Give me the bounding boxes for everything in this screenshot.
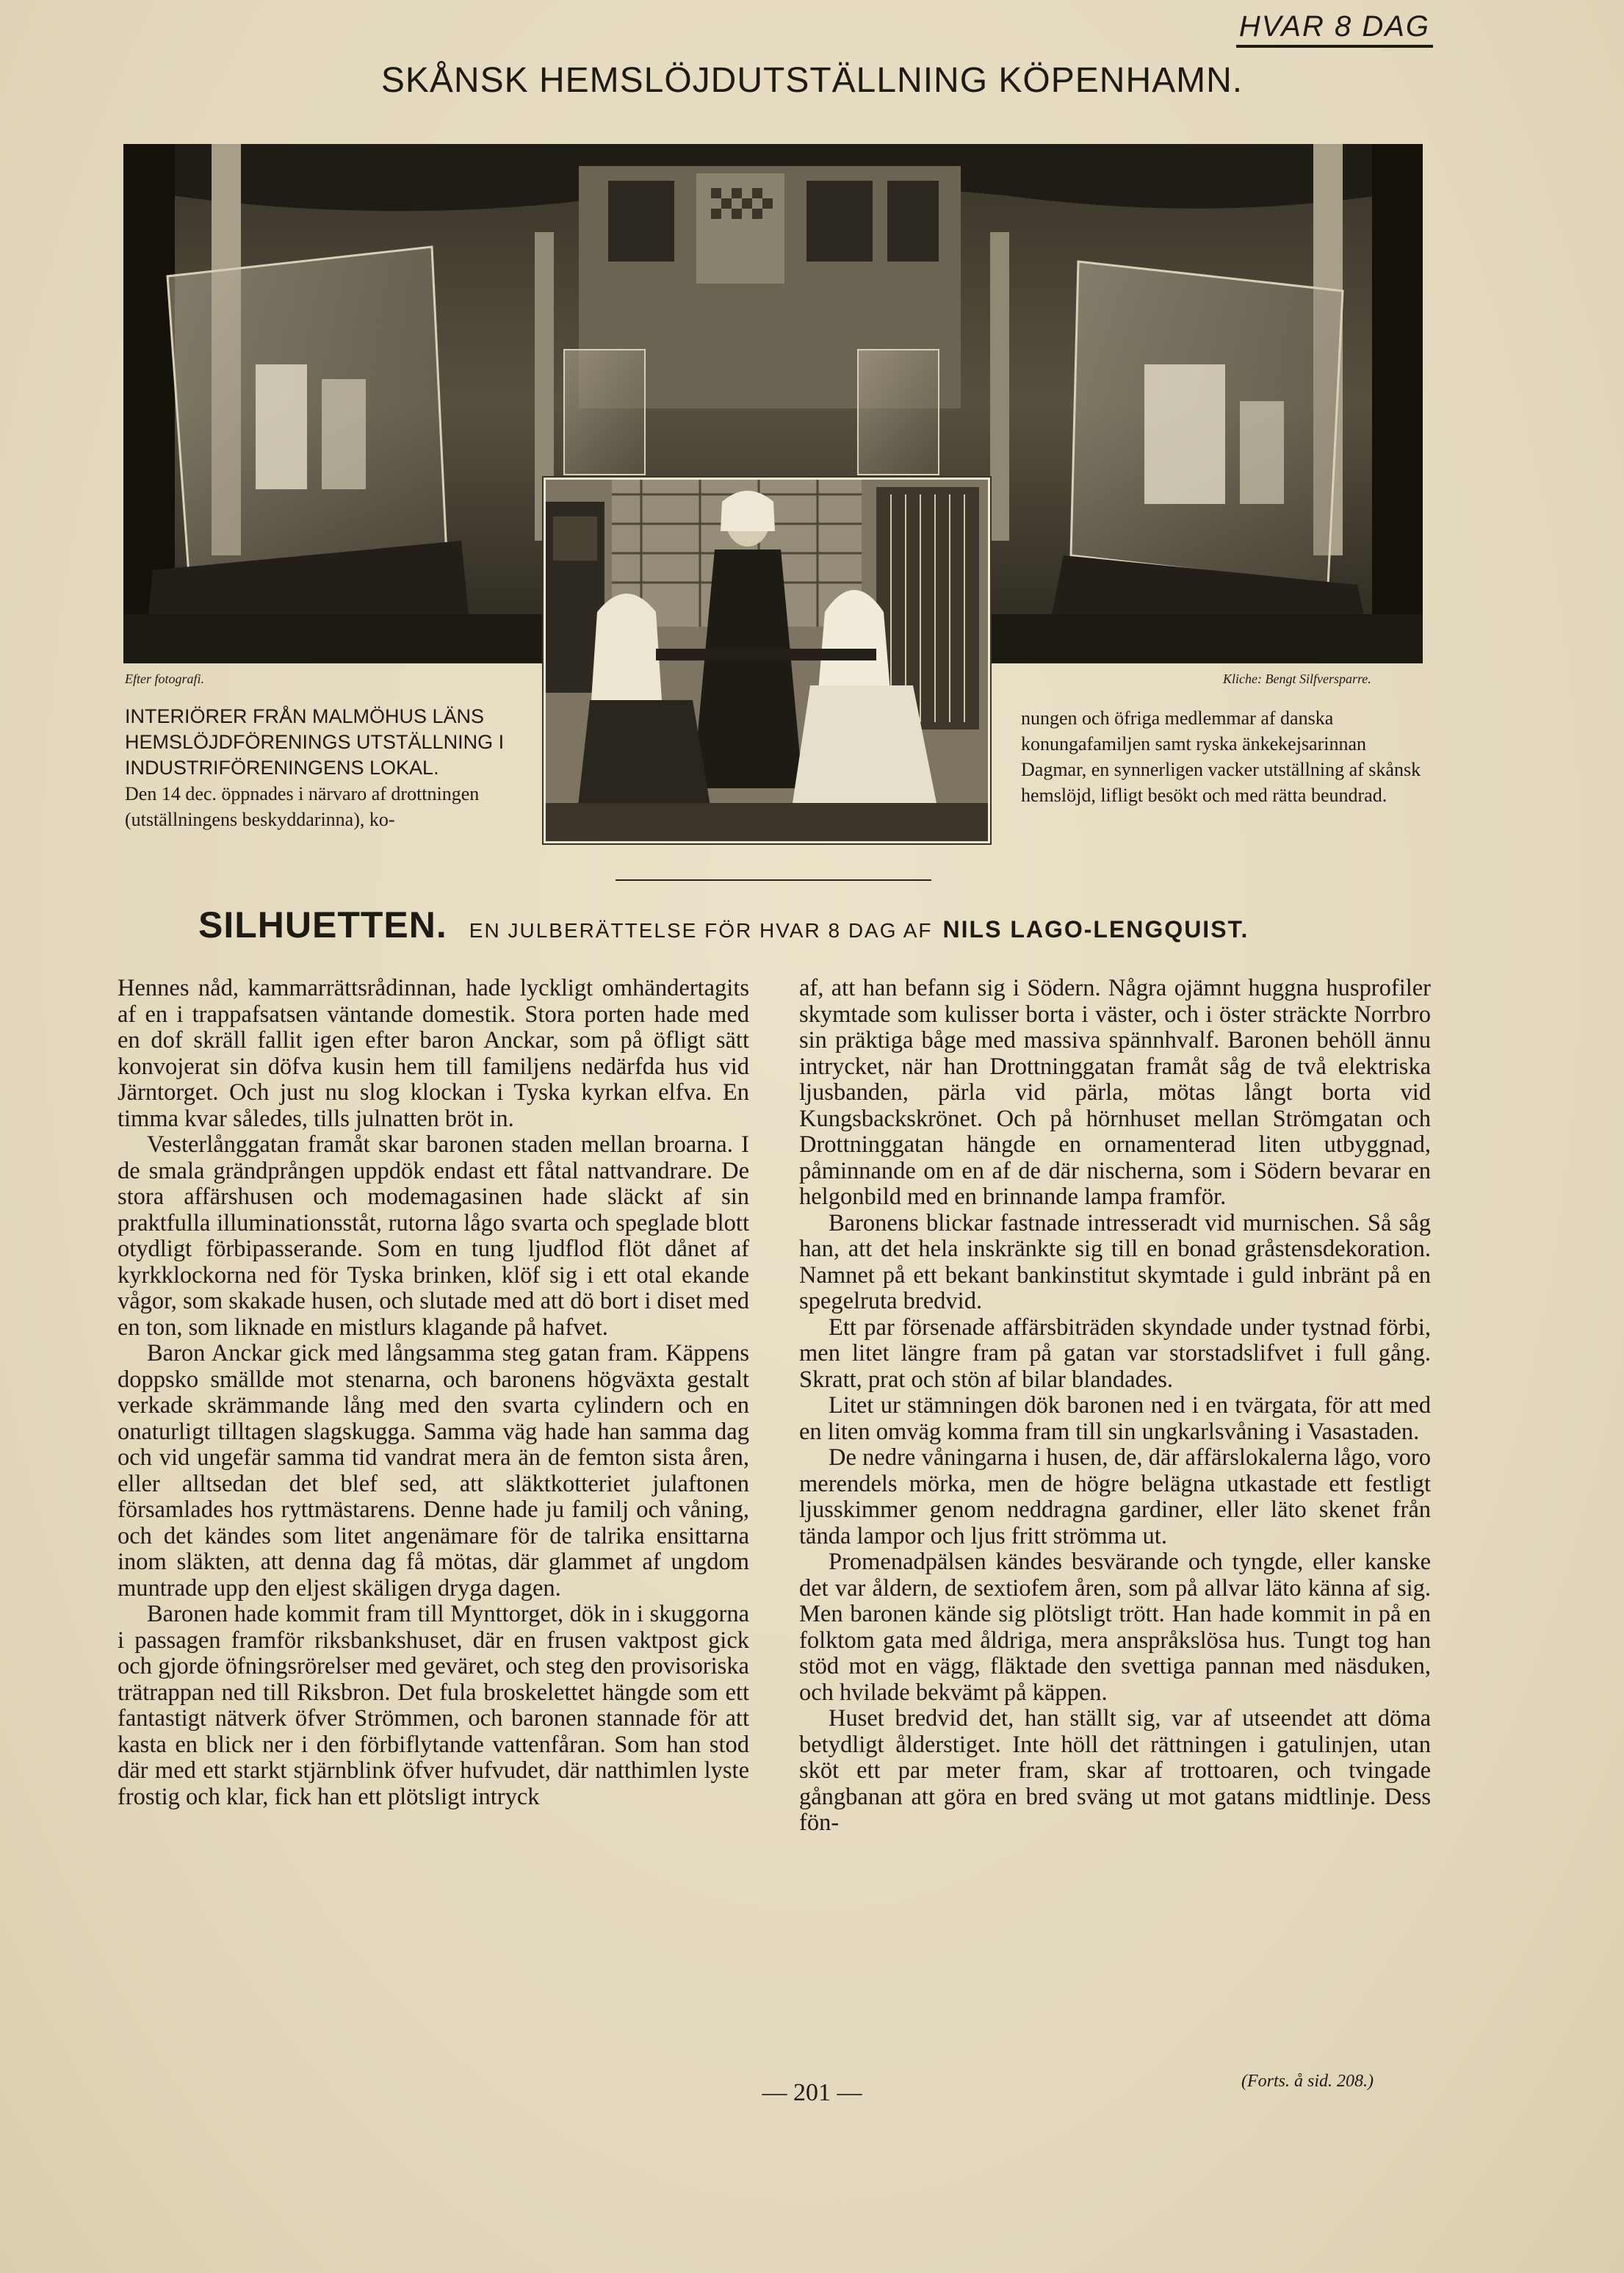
- paragraph: Huset bredvid det, han ställt sig, var af utseendet att döma betydligt ålderstiget. Inte höll det rättningen i gatulinjen, utan sköt ett par meter fram, skar af trottoaren, och tvingade gångbanan att göra en bred sväng ut mot gatans midtlinje. Dess fön-: [799, 1705, 1431, 1836]
- caption-text-left: Den 14 dec. öppnades i närvaro af drottningen (utställningens beskyddarinna), ko-: [125, 783, 480, 830]
- caption-heading: INTERIÖRER FRÅN MALMÖHUS LÄNS HEMSLÖJDFÖRENINGS UTSTÄLLNING I INDUSTRIFÖRENINGENS LOKAL.: [125, 705, 505, 779]
- section-divider: [616, 879, 931, 881]
- story-heading: [198, 904, 1249, 946]
- paragraph: Vesterlånggatan framåt skar baronen staden mellan broarna. I de smala grändprången uppdök endast ett fåtal nattvandrare. De stora affärshusen och modemagasinen hade släckt af sin praktfulla illuminationsståt, rutorna lågo svarta och speglade blott otydligt förbipasserande. Som en tung ljudflod flöt dånet af kyrkklockorna ned för Tyska brinken, klöf sig i ett otal ekande vågor, som skakade husen, och slutade med att dö bort i diset med en ton, som liknade en mistlurs klagande på hafvet.: [118, 1131, 749, 1341]
- page-number: — 201 —: [762, 2079, 862, 2106]
- continuation-note: (Forts. å sid. 208.): [1241, 2072, 1374, 2091]
- page-title: SKÅNSK HEMSLÖJDUTSTÄLLNING KÖPENHAMN.: [380, 61, 1244, 100]
- paragraph: Litet ur stämningen dök baronen ned i en tvärgata, för att med en liten omväg komma fram till sin ungkarlsvåning i Vasastaden.: [799, 1392, 1431, 1445]
- paragraph: De nedre våningarna i husen, de, där affärslokalerna lågo, voro merendels mörka, men de högre belägna utkastade ett festligt ljusskimmer genom neddragna gardiner, eller läto skenet från tända lampor och ljus fritt strömma ut.: [799, 1444, 1431, 1549]
- story-column-right: [799, 976, 1431, 1837]
- cliche-credit: Kliche: Bengt Silfversparre.: [1223, 671, 1371, 686]
- story-column-left: [118, 976, 749, 1810]
- paragraph: Baronen hade kommit fram till Mynttorget, dök in i skuggorna i passagen framför riksbankshuset, där en frusen vaktpost gick och gjorde öfningsrörelser med geväret, och steg den provisoriska trätrappan ned till Riksbron. Det fula broskelettet hängde som ett fantastigt nätverk öfver Strömmen, och baronen stannade för att kasta en blick ner i den förbiflytande vattenfåran. Som han stod där med ett starkt stjärnblink öfver hufvudet, där natthimlen lyste frostig och klar, fick han ett plötsligt intryck: [118, 1601, 749, 1810]
- paragraph: Baron Anckar gick med långsamma steg gatan fram. Käppens doppsko smällde mot stenarna, och baronens högväxta gestalt verkade skrämmande lång med den svarta cylindern och en onaturligt tilltagen slagskugga. Samma väg hade han samma dag och vid ungefär samma tid vandrat mera än de femton sista åren, eller alltsedan det blef sed, att släktkotteriet julaftonen församlades hos ryttmästarens. Denne hade ju familj och våning, och det kändes som litet angenämare för de talrika ensittarna inom släkten, att denna dag få mötas, där glammet af ungdom muntrade upp den eljest skäligen dryga dagen.: [118, 1340, 749, 1602]
- photo-caption-right: nungen och öfriga medlemmar af danska konungafamiljen samt ryska änkekejsarinnan Dagmar, en synnerligen vacker utställning af skånsk hemslöjd, lifligt besökt och med rätta beundrad.: [1021, 707, 1421, 806]
- paragraph: Baronens blickar fastnade intresseradt vid murnischen. Så såg han, att det hela inskränkte sig till en bonad gråstensdekoration. Namnet på ett bekant bankinstitut skymtade i guld inbränt på en spegelruta bredvid.: [799, 1209, 1431, 1314]
- story-title: SILHUETTEN.: [198, 904, 447, 945]
- paragraph: Promenadpälsen kändes besvärande och tyngde, eller kanske det var åldern, de sextiofem åren, som på allvar läto känna af sig. Men baronen kände sig plötsligt trött. Han hade kommit in på en folktom gata med åldriga, mera anspråkslösa hus. Tungt tog han stöd mot en vägg, fläktade den svettiga pannan med näsduken, och hvilade bekvämt på käppen.: [799, 1549, 1431, 1706]
- paragraph: Hennes nåd, kammarrättsrådinnan, hade lyckligt omhändertagits af en i trappafsatsen väntande domestik. Stora porten hade med en dof skräll fallit igen efter baron Anckar, som på öfligt sätt konvojerat sin döfva kusin hem till familjens nedärfda hus vid Järntorget. Och just nu slog klockan i Tyska kyrkan elfva. En timma kvar således, tills julnatten bröt in.: [118, 975, 749, 1132]
- paragraph: af, att han befann sig i Södern. Några ojämnt huggna husprofiler skymtade som kulisser borta i väster, och i öster sträckte Norrbro sin präktiga båge med massiva spännhvalf. Baronen behöll ännu intrycket, när han Drottninggatan framåt såg de två elektriska ljusbanden, pärla vid pärla, mötas långt borta vid Kungsbackskrönet. Och på hörnhuset mellan Strömgatan och Drottninggatan hängde en ornamenterad liten utbyggnad, påminnande om en af de där nischerna, som i Södern bevarar en helgonbild med en brinnande lampa framför.: [799, 975, 1431, 1210]
- masthead: HVAR 8 DAG: [1236, 10, 1433, 48]
- photo-credit: Efter fotografi.: [125, 671, 204, 686]
- photo-caption-left: [125, 704, 536, 832]
- paragraph: Ett par försenade affärsbiträden skyndade under tystnad förbi, men litet längre fram på gatan var storstadslifvet i full gång. Skratt, prat och stön af bilar blandades.: [799, 1314, 1431, 1393]
- story-author: NILS LAGO-LENGQUIST.: [942, 916, 1249, 943]
- weaving-women-photo: [544, 478, 990, 843]
- story-subtitle: EN JULBERÄTTELSE FÖR HVAR 8 DAG AF: [469, 919, 933, 942]
